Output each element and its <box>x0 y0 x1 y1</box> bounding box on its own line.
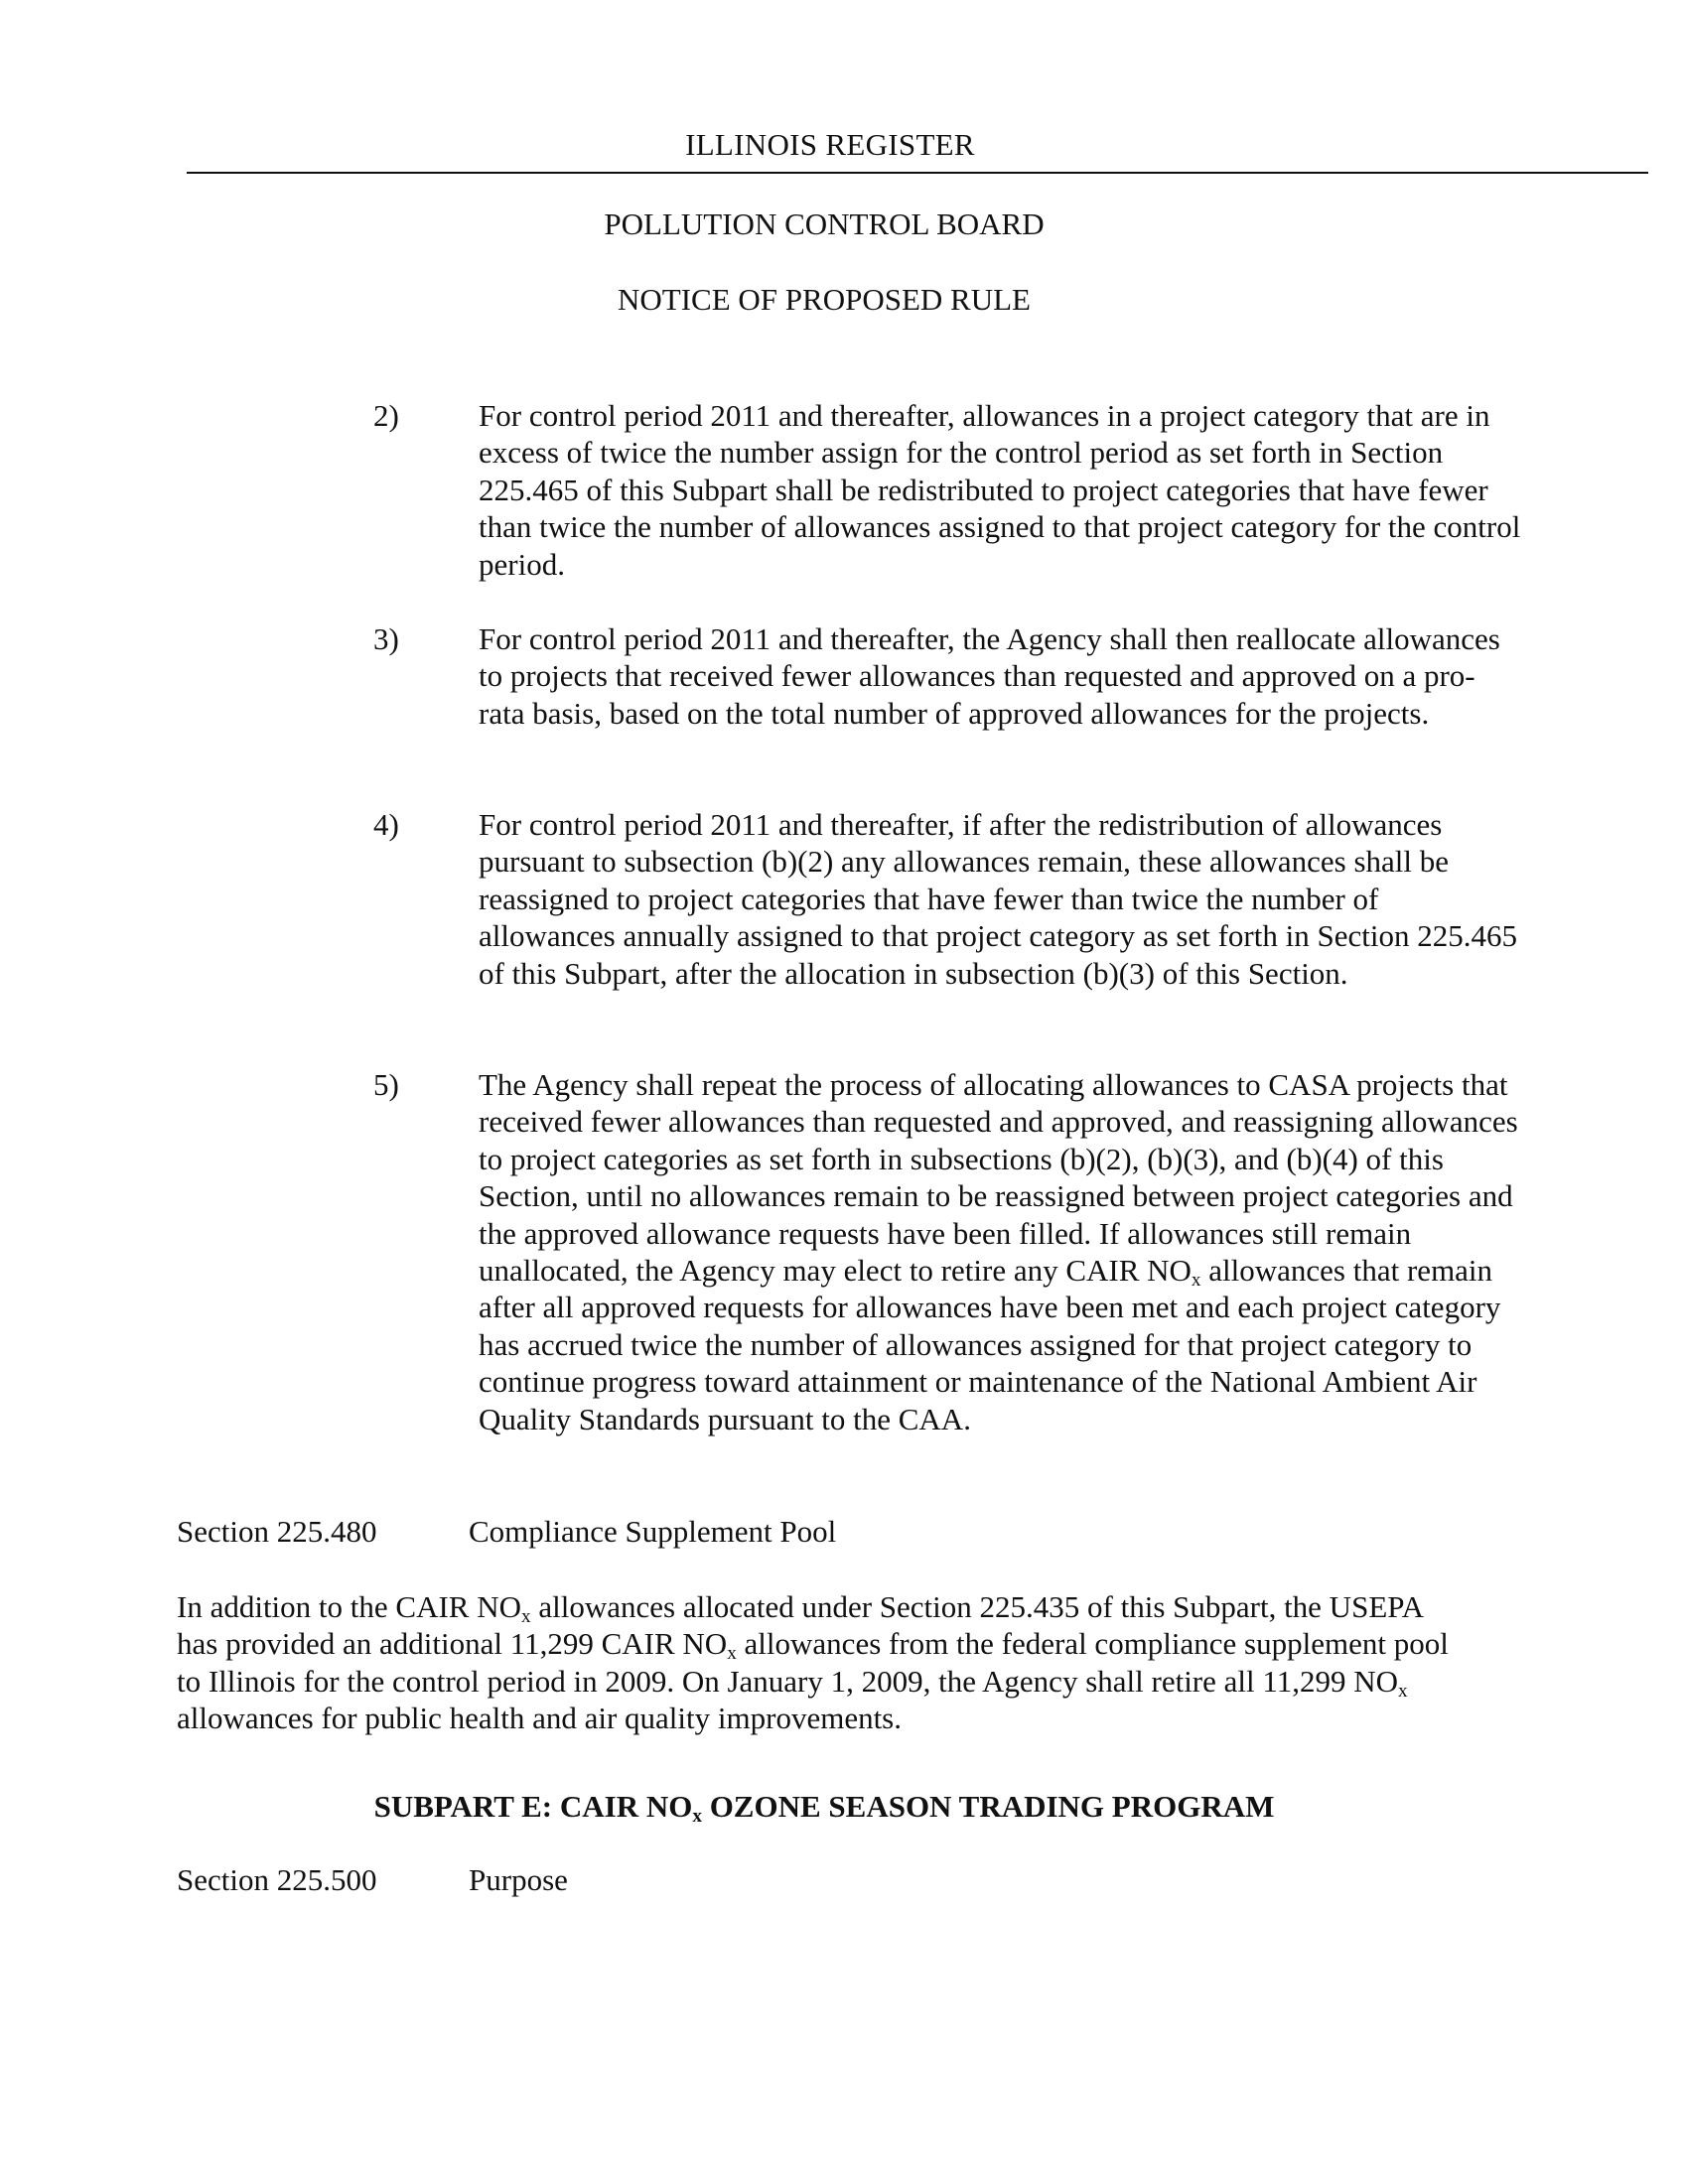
list-item <box>373 620 1525 732</box>
item-text: For control period 2011 and thereafter, allowances in a project category that are in excess of twice the number assign for the control period as set forth in Section 225.465 of this Subpart shall be redistributed to project categories that have fewer than twice the number of allowances assigned to that project category for the control period. <box>479 398 1521 582</box>
section-title: Purpose <box>469 1862 568 1897</box>
subscript-x: x <box>1398 1680 1408 1702</box>
item-text: For control period 2011 and thereafter, the Agency shall then reallocate allowances to projects that received fewer allowances than requested and approved on a pro-rata basis, based on the total number of approved allowances for the projects. <box>479 621 1500 731</box>
paragraph-part: allowances for public health and air quality improvements. <box>177 1701 902 1736</box>
item-number: 4) <box>373 807 399 842</box>
subscript-x: x <box>1191 1269 1201 1291</box>
notice-title: NOTICE OF PROPOSED RULE <box>618 282 1031 317</box>
subpart-heading <box>0 1789 1648 1825</box>
header-rule <box>187 172 1648 174</box>
list-item <box>373 397 1525 583</box>
section-heading-480 <box>177 1514 836 1550</box>
section-paragraph <box>177 1588 1458 1737</box>
paragraph-part: allowances allocated under Section 225.435 of this Subpart, the USEPA has provided an additional 11,299 CAIR NO <box>177 1589 1423 1662</box>
item-text <box>479 1066 1521 1437</box>
section-number: Section 225.500 <box>177 1862 377 1897</box>
list-item <box>373 1066 1525 1437</box>
paragraph-part: In addition to the CAIR NO <box>177 1589 521 1624</box>
register-title: ILLINOIS REGISTER <box>685 127 975 162</box>
list-item <box>373 806 1525 992</box>
board-name: POLLUTION CONTROL BOARD <box>604 206 1045 241</box>
section-heading-500 <box>177 1862 568 1898</box>
subpart-text: SUBPART E: CAIR NO <box>373 1789 693 1824</box>
subscript-x: x <box>727 1643 737 1665</box>
section-number: Section 225.480 <box>177 1514 377 1549</box>
paragraph-part: allowances from the federal compliance supplement pool to Illinois for the control period in 2009. On January 1, 2009, the Agency shall retire all 11,299 NO <box>177 1626 1449 1699</box>
item-number: 2) <box>373 398 399 433</box>
item-text-part: The Agency shall repeat the process of allocating allowances to CASA projects that received fewer allowances than requested and approved, and reassigning allowances to project categories as set forth in subsections (b)(2), (b)(3), and (b)(4) of this Section, until no allowances remain to be reassigned between project categories and the approved allowance requests have been filled. If allowances still remain unallocated, the Agency may elect to retire any CAIR NO <box>479 1067 1518 1289</box>
subpart-text: OZONE SEASON TRADING PROGRAM <box>701 1789 1275 1824</box>
item-number: 5) <box>373 1067 399 1102</box>
item-text: For control period 2011 and thereafter, if after the redistribution of allowances pursuant to subsection (b)(2) any allowances remain, these allowances shall be reassigned to project categories that have fewer than twice the number of allowances annually assigned to that project category as set forth in Section 225.465 of this Subpart, after the allocation in subsection (b)(3) of this Section. <box>479 807 1517 991</box>
item-text-part: allowances that remain after all approved requests for allowances have been met and each project category has accrued twice the number of allowances assigned for that project category to continue progress toward attainment or maintenance of the National Ambient Air Quality Standards pursuant to the CAA. <box>479 1253 1501 1436</box>
subscript-x: x <box>692 1805 702 1827</box>
item-number: 3) <box>373 621 399 656</box>
section-title: Compliance Supplement Pool <box>469 1514 837 1549</box>
subscript-x: x <box>521 1605 531 1627</box>
